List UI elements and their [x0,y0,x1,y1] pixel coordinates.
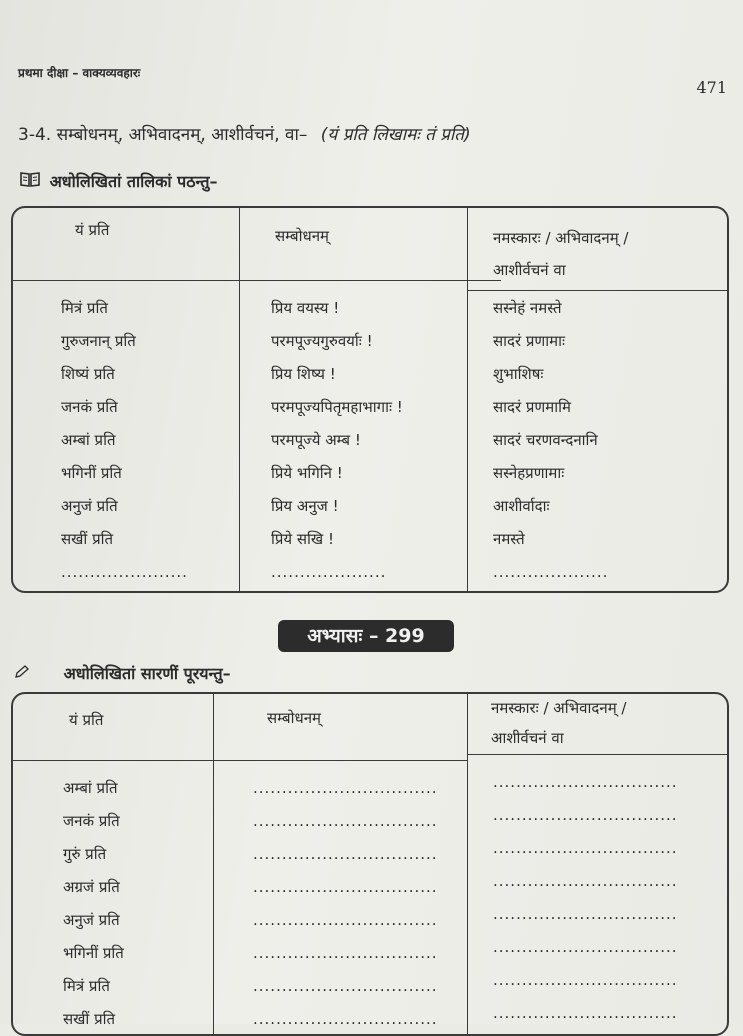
header-cell: यं प्रति [75,221,110,239]
table-cell: प्रिये भगिनि ! [271,464,343,482]
section-heading-note: (यं प्रति लिखामः तं प्रति) [320,125,471,145]
exercise-table [11,692,729,1036]
column-divider [239,208,240,591]
table-cell: नमस्ते [493,530,525,548]
running-head: प्रथमा दीक्षा – वाक्यव्यवहारः [18,66,141,80]
blank-line[interactable]: ................................ [493,905,678,923]
read-instruction-text: अधोलिखितां तालिकां पठन्तु– [49,172,218,191]
table-cell: शिष्यं प्रति [61,365,115,383]
table-cell: अम्बां प्रति [63,779,118,797]
blank-line[interactable]: ................................ [253,878,438,896]
blank-line[interactable]: ................................ [253,977,438,995]
fill-instruction [14,662,231,684]
blank-line[interactable]: ................................ [493,872,678,890]
blank-line: .................... [493,563,609,581]
table-cell: परमपूज्यपितृमहाभागाः ! [271,398,403,416]
blank-line[interactable]: ................................ [253,779,438,797]
reference-table [11,206,729,593]
fill-instruction-text: अधोलिखितां सारणीं पूरयन्तु– [63,664,231,683]
table-cell: प्रिय वयस्य ! [271,299,340,317]
table-cell: सादरं प्रणामाः [493,332,566,350]
blank-line: .................... [271,563,387,581]
table-cell: शुभाशिषः [493,365,544,383]
table-cell: प्रिय शिष्य ! [271,365,336,383]
table-cell: सादरं प्रणमामि [493,398,571,416]
table-cell: मित्रं प्रति [61,299,108,317]
table-cell: भगिनीं प्रति [63,944,124,962]
column-divider [467,694,468,1034]
header-divider [13,760,467,761]
column-divider [213,694,214,1034]
table-cell: सादरं चरणवन्दनानि [493,431,598,449]
blank-line[interactable]: ................................ [493,971,678,989]
table-cell: सस्नेहप्रणामाः [493,464,565,482]
header-cell: यं प्रति [69,711,104,729]
read-instruction [20,170,218,192]
table-column [271,292,403,589]
exercise-badge: अभ्यासः – 299 [278,620,454,652]
blank-line[interactable]: ................................ [493,806,678,824]
blank-line[interactable]: ................................ [253,911,438,929]
blank-line[interactable]: ................................ [493,839,678,857]
header-cell: सम्बोधनम् [275,227,329,245]
table-column [493,292,608,589]
table-cell: सखीं प्रति [61,530,114,548]
table-cell: प्रिये सखि ! [271,530,334,548]
pencil-icon [14,665,58,683]
table-cell: परमपूज्यगुरुवर्याः ! [271,332,373,350]
table-cell: प्रिय अनुज ! [271,497,339,515]
blank-line: ...................... [61,563,188,581]
page-number: 471 [696,78,727,97]
table-cell: जनकं प्रति [61,398,118,416]
section-heading [18,122,471,145]
header-cell: आशीर्वचनं वा [493,261,566,279]
table-cell: अनुजं प्रति [61,497,118,515]
blank-line[interactable]: ................................ [253,1010,438,1028]
table-cell: सखीं प्रति [63,1010,116,1028]
table-cell: मित्रं प्रति [63,977,110,995]
table-cell: भगिनीं प्रति [61,464,122,482]
table-column [493,766,678,1030]
table-column [253,772,438,1036]
header-cell: नमस्कारः / अभिवादनम् / [493,229,629,247]
table-cell: परमपूज्ये अम्ब ! [271,431,361,449]
table-cell: सस्नेहं नमस्ते [493,299,562,317]
table-cell: अग्रजं प्रति [63,878,120,896]
blank-line[interactable]: ................................ [493,1004,678,1022]
header-cell: आशीर्वचनं वा [491,729,564,747]
table-cell: गुरुजनान् प्रति [61,332,136,350]
header-divider [467,290,727,291]
column-divider [467,208,468,591]
blank-line[interactable]: ................................ [253,944,438,962]
table-column [63,772,124,1036]
blank-line[interactable]: ................................ [253,845,438,863]
book-icon [20,171,44,192]
blank-line[interactable]: ................................ [493,938,678,956]
header-cell: नमस्कारः / अभिवादनम् / [491,699,627,717]
section-heading-text: 3-4. सम्बोधनम्, अभिवादनम्, आशीर्वचनं, वा– [18,125,308,145]
table-cell: गुरुं प्रति [63,845,107,863]
table-cell: आशीर्वादाः [493,497,550,515]
table-cell: जनकं प्रति [63,812,120,830]
table-cell: अम्बां प्रति [61,431,116,449]
header-divider [467,754,727,755]
table-cell: अनुजं प्रति [63,911,120,929]
header-divider [13,280,501,281]
header-cell: सम्बोधनम् [267,709,321,727]
table-column [61,292,188,589]
blank-line[interactable]: ................................ [493,773,678,791]
blank-line[interactable]: ................................ [253,812,438,830]
